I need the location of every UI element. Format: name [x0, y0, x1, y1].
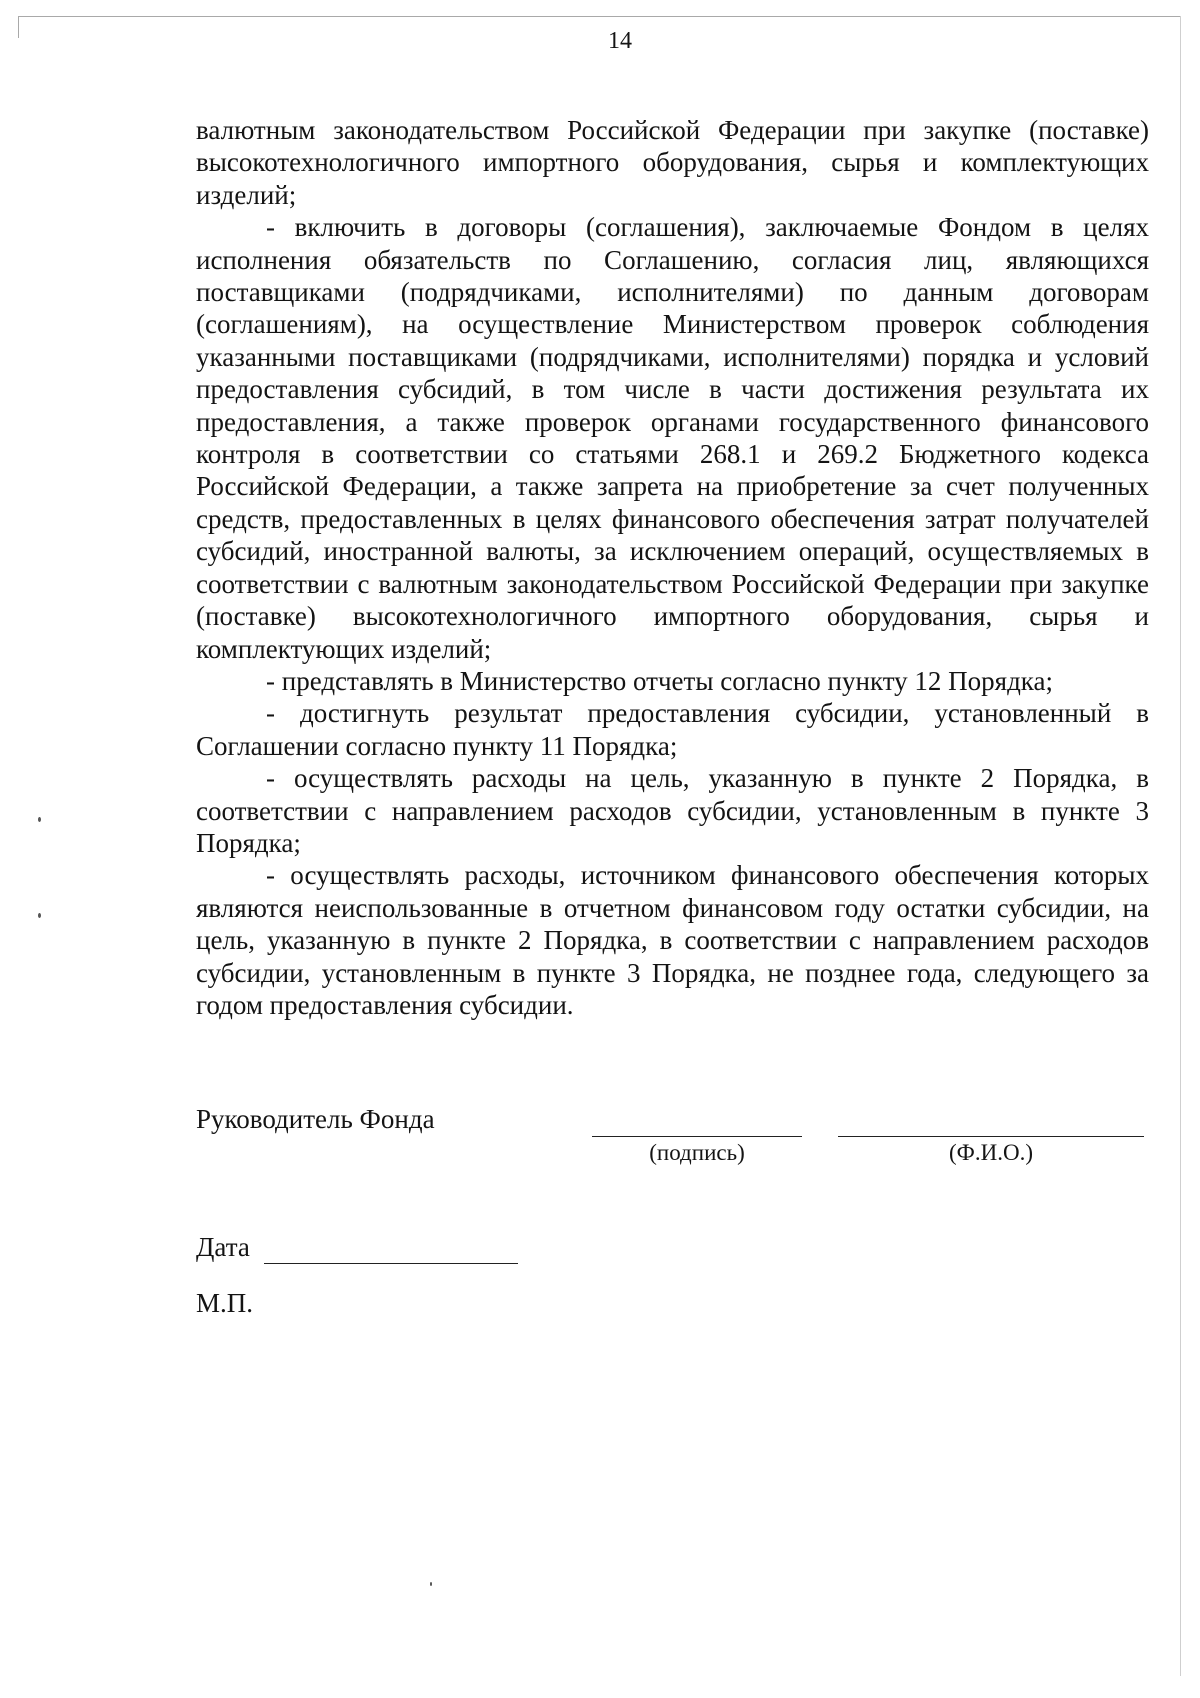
date-line [264, 1263, 518, 1264]
name-caption: (Ф.И.О.) [949, 1140, 1033, 1165]
scan-border-right [1180, 16, 1181, 1676]
paragraph-contracts-clause: - включить в договоры (соглашения), заключаемые Фондом в целях исполнения обязательств по Соглашению, согласия лиц, являющихся поставщиками (подрядчиками, исполнителями) по данным договорам (соглашениям), на осуществление Министерством проверок соблюдения указанными поставщиками (подрядчиками, исполнителями) порядка и условий предоставления субсидий, в том числе в части достижения результата их предоставления, а также проверок органами государственного финансового контроля в соответствии со статьями 268.1 и 269.2 Бюджетного кодекса Российской Федерации, а также запрета на приобретение за счет полученных средств, предоставленных в целях финансового обеспечения затрат получателей субсидий, иностранной валюты, за исключением операций, осуществляемых в соответствии с валютным законодательством Российской Федерации при закупке (поставке) высокотехнологичного импортного оборудования, сырья и комплектующих изделий; [196, 212, 1149, 664]
scan-border-top [18, 16, 1180, 17]
scan-border-left [18, 16, 19, 38]
scan-speck [430, 1582, 432, 1586]
paragraph-expenses-clause: - осуществлять расходы на цель, указанную в пункте 2 Порядка, в соответствии с направлением расходов субсидии, установленным в пункте 3 Порядка; [196, 763, 1149, 858]
date-label: Дата [196, 1232, 250, 1262]
document-body [196, 114, 1149, 1021]
signature-caption: (подпись) [649, 1140, 745, 1165]
scan-speck [38, 817, 41, 822]
page-number: 14 [608, 28, 632, 54]
signatory-role-label: Руководитель Фонда [196, 1104, 435, 1134]
name-line [838, 1136, 1144, 1137]
seal-label: М.П. [196, 1288, 254, 1318]
signature-line [592, 1136, 802, 1137]
scan-speck [38, 913, 41, 918]
paragraph-result-clause: - достигнуть результат предоставления субсидии, установленный в Соглашении согласно пункту 11 Порядка; [196, 698, 1149, 761]
paragraph-continuation: валютным законодательством Российской Федерации при закупке (поставке) высокотехнологичного импортного оборудования, сырья и комплектующих изделий; [196, 115, 1149, 210]
paragraph-remainder-clause: - осуществлять расходы, источником финансового обеспечения которых являются неиспользованные в отчетном финансовом году остатки субсидии, на цель, указанную в пункте 2 Порядка, в соответствии с направлением расходов субсидии, установленным в пункте 3 Порядка, не позднее года, следующего за годом предоставления субсидии. [196, 860, 1149, 1020]
paragraph-reports-clause: - представлять в Министерство отчеты согласно пункту 12 Порядка; [266, 665, 1053, 696]
